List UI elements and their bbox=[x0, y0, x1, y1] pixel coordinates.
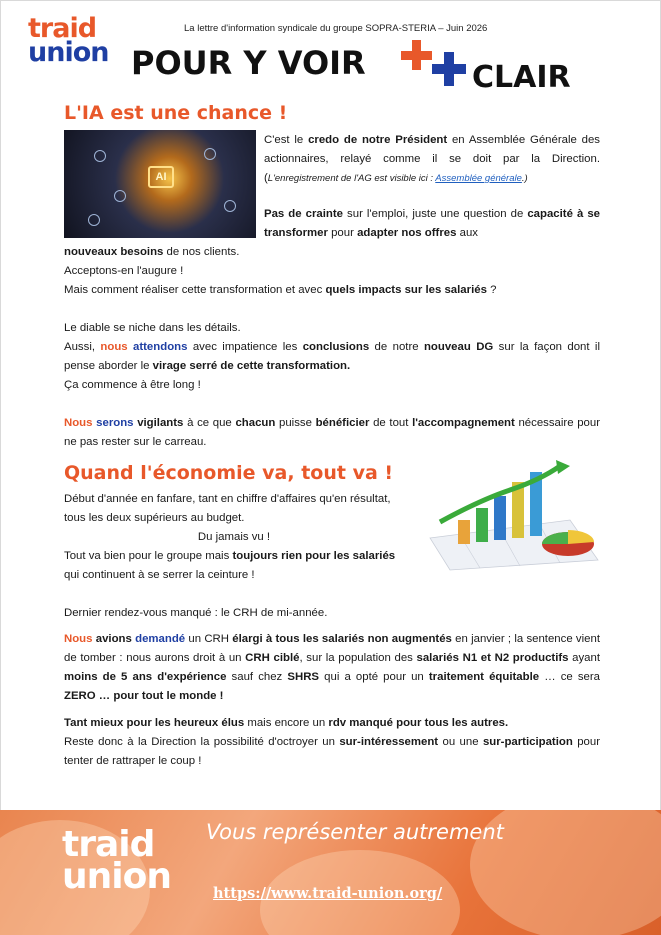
ia-paragraph-3: Acceptons-en l'augure ! bbox=[64, 265, 184, 277]
ia-paragraph-2-start: Pas de crainte sur l'emploi, juste une question de capacité à se transformer pour adapter nos offres aux bbox=[264, 208, 600, 239]
plus-plus-icon bbox=[398, 40, 474, 86]
assemblee-generale-link[interactable]: Assemblée générale bbox=[435, 173, 522, 184]
network-icon bbox=[204, 148, 216, 160]
network-icon bbox=[114, 190, 126, 202]
eco-paragraph-1: Début d'année en fanfare, tant en chiffre d'affaires qu'en résultat, tous les deux supérieurs au budget. bbox=[64, 493, 391, 524]
traid-union-logo bbox=[28, 13, 109, 68]
logo-union: union bbox=[28, 36, 109, 68]
ia-paragraph-5: Le diable se niche dans les détails. bbox=[64, 322, 241, 334]
website-link[interactable]: https://www.traid-union.org/ bbox=[213, 885, 443, 902]
footer-logo bbox=[62, 824, 171, 898]
network-icon bbox=[88, 214, 100, 226]
eco-paragraph-3: Dernier rendez-vous manqué : le CRH de mi-année. bbox=[64, 607, 328, 619]
footer-slogan: Vous représenter autrement bbox=[206, 820, 504, 844]
footer-logo-traid: traid bbox=[62, 824, 155, 865]
ia-paragraph-2-end: nouveaux besoins de nos clients. bbox=[64, 246, 240, 258]
ia-paragraph-8: Nous serons vigilants à ce que chacun puisse bénéficier de tout l'accompagnement nécessaire pour ne pas rester sur le carreau. bbox=[64, 417, 601, 448]
newsletter-subtitle: La lettre d'information syndicale du groupe SOPRA-STERIA – Juin 2026 bbox=[184, 23, 488, 34]
eco-paragraph-1-center: Du jamais vu ! bbox=[197, 531, 271, 543]
ia-paragraph-4: Mais comment réaliser cette transformation et avec quels impacts sur les salariés ? bbox=[64, 284, 497, 296]
ai-chip-icon: AI bbox=[148, 166, 174, 188]
network-icon bbox=[224, 200, 236, 212]
ai-illustration bbox=[64, 130, 256, 238]
page-title: POUR Y VOIR bbox=[131, 44, 366, 82]
eco-paragraph-4: Nous avions demandé un CRH élargi à tous les salariés non augmentés en janvier ; la sentence vient de tomber : nous aurons droit à un CRH ciblé, sur la population des salariés N1 et N2 productifs ayant moins de 5 ans d'expérience sauf chez SHRS qui a opté pour un traitement équitable … ce sera ZERO … pour tout le monde ! bbox=[64, 633, 600, 702]
page-title-end: CLAIR bbox=[472, 60, 571, 95]
eco-paragraph-5: Tant mieux pour les heureux élus mais encore un rdv manqué pour tous les autres. bbox=[64, 717, 509, 729]
ia-paragraph-6: Aussi, nous attendons avec impatience les conclusions de notre nouveau DG sur la façon dont il pense aborder le virage serré de cette transformation. bbox=[64, 341, 600, 372]
ia-paragraph-7: Ça commence à être long ! bbox=[64, 379, 201, 391]
growth-chart-illustration bbox=[420, 460, 600, 572]
network-icon bbox=[94, 150, 106, 162]
ia-paragraph-1: C'est le credo de notre Président en Assemblée Générale des actionnaires, relayé comme il se doit par la Direction. (L'enregistrement de l'AG est visible ici : Assemblée générale.) bbox=[264, 134, 600, 184]
logo-traid: traid bbox=[28, 13, 97, 44]
eco-paragraph-6: Reste donc à la Direction la possibilité d'octroyer un sur-intéressement ou une sur-participation pour tenter de rattraper le coup ! bbox=[64, 736, 601, 767]
footer-logo-union: union bbox=[62, 856, 171, 898]
eco-paragraph-2: Tout va bien pour le groupe mais toujours rien pour les salariés qui continuent à se serrer la ceinture ! bbox=[64, 550, 396, 581]
section-ia-heading: L'IA est une chance ! bbox=[64, 102, 288, 124]
section-economie-heading: Quand l'économie va, tout va ! bbox=[64, 462, 394, 484]
